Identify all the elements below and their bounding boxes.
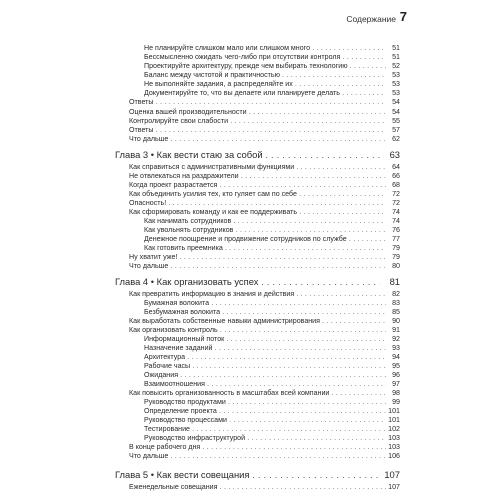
- toc-entry-title: Руководство инфраструктурой . . .: [144, 434, 386, 443]
- toc-entry-title: Руководство продуктами . . .: [144, 398, 386, 407]
- toc-chapter: [115, 148, 400, 161]
- toc-entry-page: 53: [392, 89, 400, 97]
- toc-entry: [115, 452, 400, 461]
- toc-entry: [115, 190, 400, 199]
- toc-entry-title: Как нанимать сотрудников . . .: [144, 217, 386, 226]
- toc-entry: [115, 443, 400, 452]
- toc-entry: [115, 181, 400, 190]
- toc-entry: [115, 108, 400, 117]
- toc-entry-title: Опасность! . . .: [129, 199, 386, 208]
- toc-entry-page: 76: [392, 226, 400, 234]
- toc-entry: [115, 407, 400, 416]
- toc-entry-title: Как повысить организованность в масштабах всей компании . . .: [129, 389, 386, 398]
- toc-entry: [115, 326, 400, 335]
- toc-entry-title: Как сформировать команду и как ее поддерживать . . .: [129, 208, 386, 217]
- toc-entry-page: 103: [388, 434, 400, 442]
- toc-entry-page: 101: [388, 407, 400, 415]
- toc-entry-page: 92: [392, 335, 400, 343]
- toc-entry-page: 94: [392, 353, 400, 361]
- toc-entry-page: 79: [392, 253, 400, 261]
- toc-entry: [115, 44, 400, 53]
- toc-entry-page: 102: [388, 425, 400, 433]
- toc-entry-page: 93: [392, 344, 400, 352]
- toc-entry-title: Что дальше . . .: [129, 262, 386, 271]
- toc-entry: [115, 483, 400, 492]
- toc-entry-page: 99: [392, 398, 400, 406]
- toc-entry-page: 74: [392, 217, 400, 225]
- toc-entry-title: Проектируйте архитектуру, прежде чем выбирать технологию . . .: [144, 62, 386, 71]
- toc-entry-title: Архитектура . . .: [144, 353, 386, 362]
- toc-entry-page: 62: [392, 135, 400, 143]
- toc-chapter: [115, 275, 400, 288]
- toc-entry-page: 66: [392, 172, 400, 180]
- toc-entry: [115, 80, 400, 89]
- toc-entry-page: 72: [392, 199, 400, 207]
- toc-entry: [115, 253, 400, 262]
- toc-entry-page: 72: [392, 190, 400, 198]
- toc-entry-title: Определение проекта . . .: [144, 407, 386, 416]
- toc-entry-title: Рабочие часы . . .: [144, 362, 386, 371]
- toc-entry: [115, 262, 400, 271]
- toc-entry: [115, 163, 400, 172]
- toc-entry: [115, 398, 400, 407]
- toc-entry-page: 85: [392, 308, 400, 316]
- toc-entry-page: 103: [388, 443, 400, 451]
- toc-entry-title: Как справиться с административными функциями . . .: [129, 163, 386, 172]
- toc-entry-title: Денежное поощрение и продвижение сотрудников по службе . . .: [144, 235, 386, 244]
- toc-entry: [115, 308, 400, 317]
- toc-entry: [115, 371, 400, 380]
- toc-entry-title: Ну хватит уже! . . .: [129, 253, 386, 262]
- toc-entry-page: 80: [392, 262, 400, 270]
- toc-entry-page: 97: [392, 380, 400, 388]
- toc-entry: [115, 208, 400, 217]
- toc-entry-title: В конце рабочего дня . . .: [129, 443, 386, 452]
- toc-entry-page: 95: [392, 362, 400, 370]
- toc-entry-title: Глава 5 • Как вести совещания . . .: [115, 468, 380, 481]
- toc-entry-title: Ожидания . . .: [144, 371, 386, 380]
- toc-entry: [115, 98, 400, 107]
- toc-entry: [115, 199, 400, 208]
- toc-entry: [115, 317, 400, 326]
- toc-entry-page: 63: [389, 149, 400, 160]
- toc-entry-title: Глава 3 • Как вести стаю за собой . . .: [115, 148, 380, 161]
- toc-entry-title: Как организовать контроль . . .: [129, 326, 386, 335]
- toc-entry: [115, 217, 400, 226]
- toc-entry: [115, 380, 400, 389]
- toc-entry-page: 57: [392, 126, 400, 134]
- toc-entry-page: 51: [392, 44, 400, 52]
- toc-entry-title: Ответы . . .: [129, 126, 386, 135]
- toc-entry-page: 101: [388, 416, 400, 424]
- toc-entry: [115, 353, 400, 362]
- toc-entry: [115, 434, 400, 443]
- toc-entry-page: 106: [388, 452, 400, 460]
- toc-entry-title: Что дальше . . .: [129, 135, 386, 144]
- toc-entry-title: Бессмысленно ожидать чего-либо при отсутствии контроля . . .: [144, 53, 386, 62]
- toc-entry-page: 91: [392, 326, 400, 334]
- toc-entry: [115, 226, 400, 235]
- toc-entry-page: 82: [392, 290, 400, 298]
- toc-entry: [115, 235, 400, 244]
- toc-entry-page: 107: [384, 469, 400, 480]
- toc-entry-page: 77: [392, 235, 400, 243]
- toc-entry-page: 55: [392, 117, 400, 125]
- toc-entry-page: 54: [392, 108, 400, 116]
- toc-entry-title: Как превратить информацию в знания и действия . . .: [129, 290, 386, 299]
- toc-entry-page: 74: [392, 208, 400, 216]
- running-header: Содержание: [346, 14, 396, 24]
- toc-entry: [115, 416, 400, 425]
- toc-entry-title: Как выработать собственные навыки администрирования . . .: [129, 317, 386, 326]
- toc-entry-page: 98: [392, 389, 400, 397]
- toc-entry-title: Когда проект разрастается . . .: [129, 181, 386, 190]
- toc-entry: [115, 126, 400, 135]
- toc-entry-title: Не выполняйте задания, а распределяйте их . . .: [144, 80, 386, 89]
- toc-entry-page: 53: [392, 80, 400, 88]
- toc-entry-page: 90: [392, 317, 400, 325]
- toc-entry-page: 96: [392, 371, 400, 379]
- toc-entry: [115, 425, 400, 434]
- toc-entry-title: Бумажная волокита . . .: [144, 299, 386, 308]
- toc-entry: [115, 89, 400, 98]
- toc-entry: [115, 362, 400, 371]
- toc-entry-title: Тестирование . . .: [144, 425, 386, 434]
- toc-entry: [115, 71, 400, 80]
- toc-entry-page: 54: [392, 98, 400, 106]
- toc-entry-title: Руководство процессами . . .: [144, 416, 386, 425]
- page-number: 7: [399, 9, 407, 24]
- toc-entry: [115, 244, 400, 253]
- toc-entry-title: Безбумажная волокита . . .: [144, 308, 386, 317]
- toc-entry-title: Информационный поток . . .: [144, 335, 386, 344]
- toc-entry-title: Как объединить усилия тех, кто гуляет сам по себе . . .: [129, 190, 386, 199]
- toc-entry-title: Что дальше . . .: [129, 452, 386, 461]
- toc-entry-page: 51: [392, 53, 400, 61]
- toc-entry-title: Оценка вашей производительности . . .: [129, 108, 386, 117]
- toc-entry-title: Ответы . . .: [129, 98, 386, 107]
- toc-entry: [115, 135, 400, 144]
- toc-entry-page: 68: [392, 181, 400, 189]
- toc-entry-title: Как увольнять сотрудников . . .: [144, 226, 386, 235]
- toc-entry: [115, 344, 400, 353]
- toc-entry-title: Документируйте то, что вы делаете или планируете делать . . .: [144, 89, 386, 98]
- toc-entry-title: Не отвлекаться на раздражители . . .: [129, 172, 386, 181]
- toc-entry-title: Еженедельные совещания . . .: [129, 483, 386, 492]
- toc-entry-title: Назначение заданий . . .: [144, 344, 386, 353]
- toc-entry: [115, 335, 400, 344]
- toc-entry-title: Как готовить преемника . . .: [144, 244, 386, 253]
- toc-entry-page: 83: [392, 299, 400, 307]
- toc-entry-title: Контролируйте свои слабости . . .: [129, 117, 386, 126]
- toc-entry-title: Баланс между чистотой и практичностью . . .: [144, 71, 386, 80]
- toc-entry: [115, 290, 400, 299]
- toc-entry: [115, 299, 400, 308]
- toc-entry: [115, 389, 400, 398]
- toc-entry-page: 81: [389, 276, 400, 287]
- toc-entry-page: 79: [392, 244, 400, 252]
- toc-chapter: [115, 468, 400, 481]
- toc-entry-page: 53: [392, 71, 400, 79]
- toc-entry-page: 64: [392, 163, 400, 171]
- toc-entry: [115, 53, 400, 62]
- toc-entry-title: Не планируйте слишком мало или слишком много . . .: [144, 44, 386, 53]
- toc-entry-page: 52: [392, 62, 400, 70]
- toc-entry: [115, 117, 400, 126]
- toc-entry: [115, 62, 400, 71]
- toc-entry-title: Взаимоотношения . . .: [144, 380, 386, 389]
- toc-entry-page: 107: [388, 483, 400, 491]
- toc-entry-title: Глава 4 • Как организовать успех . . .: [115, 275, 380, 288]
- toc-entry: [115, 172, 400, 181]
